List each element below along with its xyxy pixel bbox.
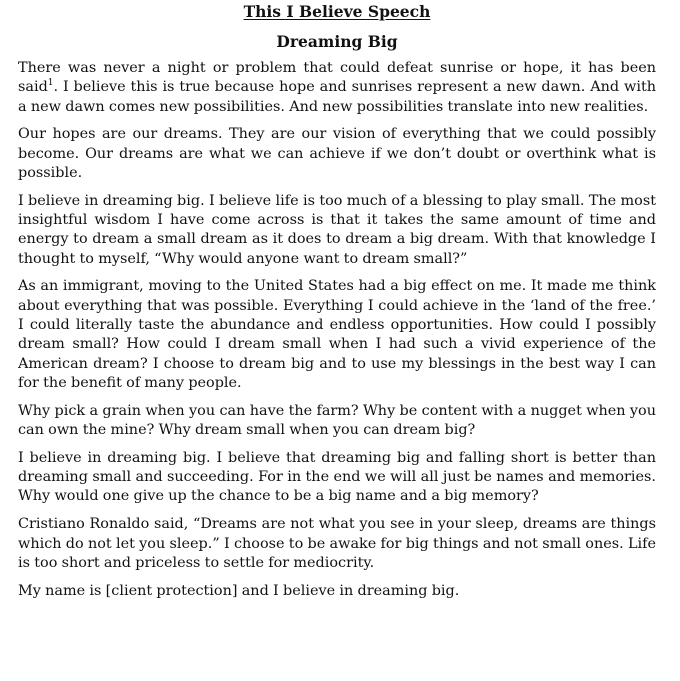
paragraph-4: As an immigrant, moving to the United States had a big effect on me. It made me think about everything that was possible. Everything I could achieve in the ‘land of the free.’ I could literally taste the abundance and endless opportunities. How could I possibly dream small? How could I dream small when I had such a vivid experience of the American dream? I choose to dream big and to use my blessings in the best way I can for the benefit of many people. bbox=[18, 278, 656, 391]
paragraph-1-text-end: . I believe this is true because hope and sunrises represent a new dawn. And with a new dawn comes new possibilities. And new possibilities translate into new realities. bbox=[18, 79, 656, 115]
footnote-reference: 1 bbox=[47, 78, 54, 89]
paragraph-1-text-start: There was never a night or problem that could defeat sunrise or hope, it has been said bbox=[18, 60, 656, 96]
paragraph-1 bbox=[18, 59, 656, 117]
paragraph-2: Our hopes are our dreams. They are our vision of everything that we could possibly become. Our dreams are what we can achieve if we don’t doubt or overthink what is possible. bbox=[18, 126, 656, 181]
document-subtitle: Dreaming Big bbox=[276, 32, 398, 51]
paragraph-5: Why pick a grain when you can have the farm? Why be content with a nugget when you can own the mine? Why dream small when you can dream big? bbox=[18, 402, 656, 439]
paragraph-8: My name is [client protection] and I believe in dreaming big. bbox=[18, 582, 460, 599]
paragraph-6: I believe in dreaming big. I believe that dreaming big and falling short is better than dreaming small and succeeding. For in the end we will all just be names and memories. Why would one give up the chance to be a big name and a big memory? bbox=[18, 449, 656, 505]
document-title: This I Believe Speech bbox=[243, 2, 431, 21]
paragraph-7: Cristiano Ronaldo said, “Dreams are not what you see in your sleep, dreams are things which do not let you sleep.” I choose to be awake for big things and not small ones. Life is too short and priceless to settle for mediocrity. bbox=[18, 516, 656, 571]
paragraph-3: I believe in dreaming big. I believe life is too much of a blessing to play small. The most insightful wisdom I have come across is that it takes the same amount of time and energy to dream a small dream as it does to dream a big dream. With that knowledge I thought to myself, “Why would anyone want to dream small?” bbox=[18, 192, 656, 267]
